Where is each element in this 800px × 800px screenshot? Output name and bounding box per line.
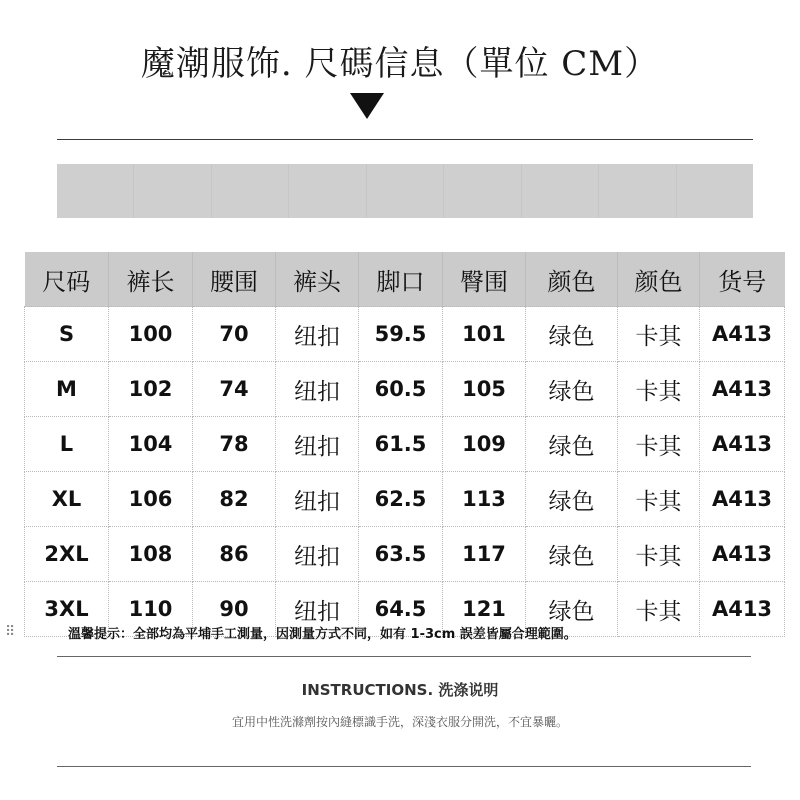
- table-cell: 纽扣: [276, 582, 359, 637]
- table-cell: 卡其: [618, 362, 700, 417]
- header-row: [25, 252, 785, 307]
- table-cell: 70: [193, 307, 276, 362]
- header-cell-item-no: 货号: [700, 252, 785, 307]
- instructions-text: 宜用中性洗滌劑按內縫標識手洗，深淺衣服分開洗，不宜暴曬。: [231, 715, 568, 729]
- table-cell: 60.5: [359, 362, 443, 417]
- instructions-title: INSTRUCTIONS. 洗涤说明: [301, 681, 499, 699]
- table-cell: 卡其: [618, 527, 700, 582]
- table-cell: 105: [443, 362, 526, 417]
- header-cell-waistband: 裤头: [276, 252, 359, 307]
- table-cell: 59.5: [359, 307, 443, 362]
- table-cell: 110: [109, 582, 193, 637]
- table-cell: A413: [700, 472, 785, 527]
- table-cell: 101: [443, 307, 526, 362]
- page-title: 魔潮服饰. 尺碼信息（單位 CM）: [140, 44, 660, 84]
- band-cell: [367, 164, 444, 218]
- band-cell: [212, 164, 289, 218]
- table-cell: 纽扣: [276, 362, 359, 417]
- table-cell: XL: [25, 472, 109, 527]
- header-cell-size: 尺码: [25, 252, 109, 307]
- header-cell-color-1: 颜色: [526, 252, 618, 307]
- header-cell-leg-opening: 脚口: [359, 252, 443, 307]
- table-cell: A413: [700, 362, 785, 417]
- size-table-header: [25, 252, 785, 307]
- table-cell: M: [25, 362, 109, 417]
- header-cell-color-2: 颜色: [618, 252, 700, 307]
- table-row: [25, 472, 785, 527]
- table-cell: 121: [443, 582, 526, 637]
- table-cell: 绿色: [526, 417, 618, 472]
- band-cell: [134, 164, 211, 218]
- table-cell: 卡其: [618, 472, 700, 527]
- table-cell: 117: [443, 527, 526, 582]
- table-cell: 卡其: [618, 307, 700, 362]
- divider-bottom: [57, 766, 751, 767]
- table-row: [25, 307, 785, 362]
- table-cell: 90: [193, 582, 276, 637]
- table-cell: 纽扣: [276, 417, 359, 472]
- table-cell: 86: [193, 527, 276, 582]
- table-cell: 卡其: [618, 582, 700, 637]
- table-cell: 绿色: [526, 582, 618, 637]
- decorative-gray-band: [57, 164, 753, 218]
- table-row: [25, 362, 785, 417]
- table-cell: A413: [700, 582, 785, 637]
- table-cell: A413: [700, 307, 785, 362]
- table-cell: 61.5: [359, 417, 443, 472]
- header-cell-length: 裤长: [109, 252, 193, 307]
- table-cell: 102: [109, 362, 193, 417]
- table-cell: 3XL: [25, 582, 109, 637]
- table-cell: 63.5: [359, 527, 443, 582]
- table-cell: A413: [700, 417, 785, 472]
- table-cell: 78: [193, 417, 276, 472]
- table-cell: 绿色: [526, 307, 618, 362]
- size-table: [24, 252, 785, 637]
- table-cell: 74: [193, 362, 276, 417]
- drag-handle-icon[interactable]: ⠿: [5, 624, 14, 640]
- band-cell: [289, 164, 366, 218]
- table-cell: A413: [700, 527, 785, 582]
- band-cell: [522, 164, 599, 218]
- band-cell: [677, 164, 753, 218]
- header-cell-hip: 臀围: [443, 252, 526, 307]
- table-cell: 绿色: [526, 362, 618, 417]
- table-cell: S: [25, 307, 109, 362]
- down-arrow-icon: [350, 93, 384, 119]
- measurement-note: 溫馨提示：全部均為平埔手工測量，因測量方式不同，如有 1-3cm 誤差皆屬合理範圍。: [68, 627, 577, 642]
- header-cell-waist: 腰围: [193, 252, 276, 307]
- table-cell: 62.5: [359, 472, 443, 527]
- divider-top: [57, 139, 753, 140]
- band-cell: [57, 164, 134, 218]
- table-cell: 64.5: [359, 582, 443, 637]
- table-cell: 100: [109, 307, 193, 362]
- table-cell: 113: [443, 472, 526, 527]
- band-cell: [444, 164, 521, 218]
- table-row: [25, 417, 785, 472]
- table-cell: 卡其: [618, 417, 700, 472]
- band-cell: [599, 164, 676, 218]
- table-cell: 纽扣: [276, 472, 359, 527]
- table-cell: 纽扣: [276, 307, 359, 362]
- table-cell: 82: [193, 472, 276, 527]
- table-cell: 104: [109, 417, 193, 472]
- table-cell: 109: [443, 417, 526, 472]
- table-cell: 绿色: [526, 472, 618, 527]
- table-cell: L: [25, 417, 109, 472]
- table-cell: 2XL: [25, 527, 109, 582]
- table-cell: 106: [109, 472, 193, 527]
- table-cell: 绿色: [526, 527, 618, 582]
- table-cell: 纽扣: [276, 527, 359, 582]
- divider-middle: [57, 656, 751, 657]
- table-cell: 108: [109, 527, 193, 582]
- table-row: [25, 527, 785, 582]
